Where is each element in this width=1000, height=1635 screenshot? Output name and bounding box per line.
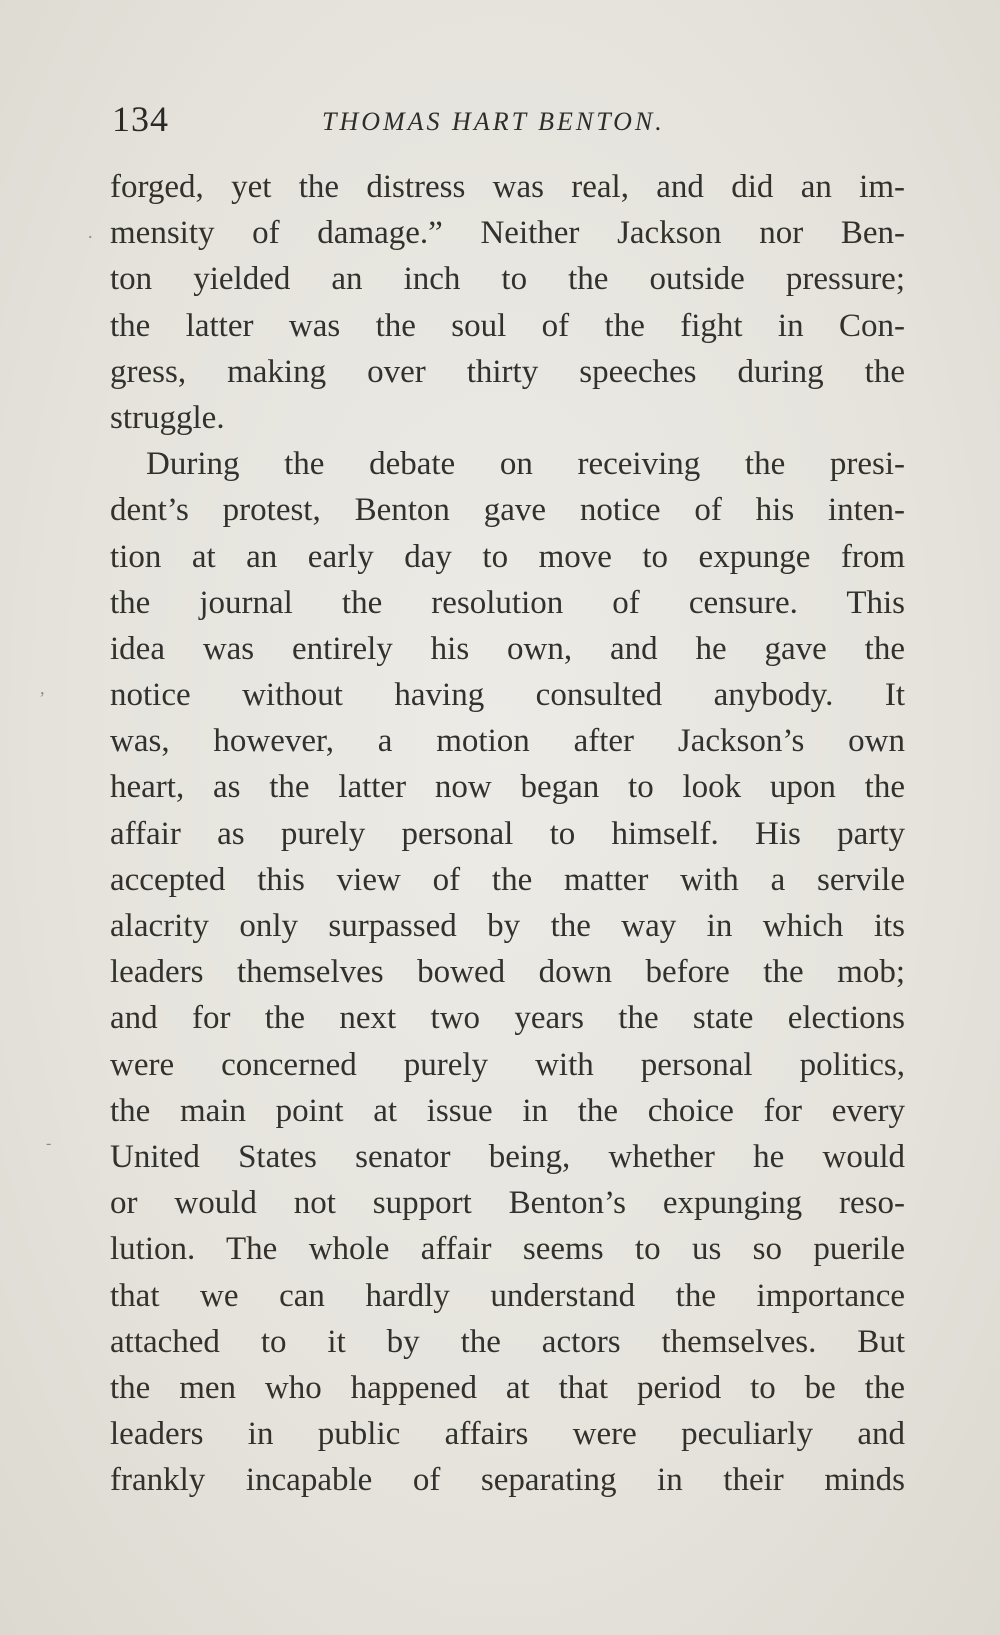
text-line: were concerned purely with personal politics, (110, 1046, 905, 1083)
text-line: gress, making over thirty speeches during the (110, 353, 905, 390)
page-header (112, 98, 902, 148)
text-line: attached to it by the actors themselves. But (110, 1323, 905, 1360)
text-line: idea was entirely his own, and he gave the (110, 630, 905, 667)
text-line: tion at an early day to move to expunge from (110, 538, 905, 575)
text-line: was, however, a motion after Jackson’s own (110, 723, 905, 760)
text-line: that we can hardly understand the importance (110, 1277, 905, 1314)
text-line: or would not support Benton’s expunging reso- (110, 1185, 905, 1222)
text-line: frankly incapable of separating in their minds (110, 1462, 905, 1499)
margin-speck: . (88, 222, 93, 242)
text-line: leaders in public affairs were peculiarly and (110, 1416, 905, 1453)
text-line: During the debate on receiving the presi- (146, 446, 905, 483)
page-number: 134 (112, 99, 169, 139)
margin-speck: - (46, 1135, 52, 1152)
text-line: leaders themselves bowed down before the mob; (110, 954, 905, 991)
text-line: heart, as the latter now began to look upon the (110, 769, 905, 806)
text-line: the latter was the soul of the fight in Con- (110, 307, 905, 344)
text-line: the men who happened at that period to be the (110, 1369, 905, 1406)
text-line: and for the next two years the state elections (110, 1000, 905, 1037)
text-line: ton yielded an inch to the outside pressure; (110, 261, 905, 298)
text-line: notice without having consulted anybody. It (110, 677, 905, 714)
text-line: alacrity only surpassed by the way in which its (110, 908, 905, 944)
text-line: the main point at issue in the choice for every (110, 1092, 905, 1129)
text-line: affair as purely personal to himself. His party (110, 815, 905, 852)
body-text (110, 164, 905, 1503)
text-line: struggle. (110, 399, 225, 436)
text-line: United States senator being, whether he would (110, 1138, 905, 1175)
text-line: lution. The whole affair seems to us so puerile (110, 1231, 905, 1268)
margin-speck: , (40, 678, 45, 698)
running-head: THOMAS HART BENTON. (322, 107, 665, 136)
text-line: dent’s protest, Benton gave notice of his inten- (110, 492, 905, 529)
text-line: mensity of damage.” Neither Jackson nor Ben- (110, 215, 905, 252)
text-line: the journal the resolution of censure. This (110, 584, 905, 621)
text-line: accepted this view of the matter with a servile (110, 861, 905, 898)
text-line: forged, yet the distress was real, and did an im- (110, 169, 905, 205)
